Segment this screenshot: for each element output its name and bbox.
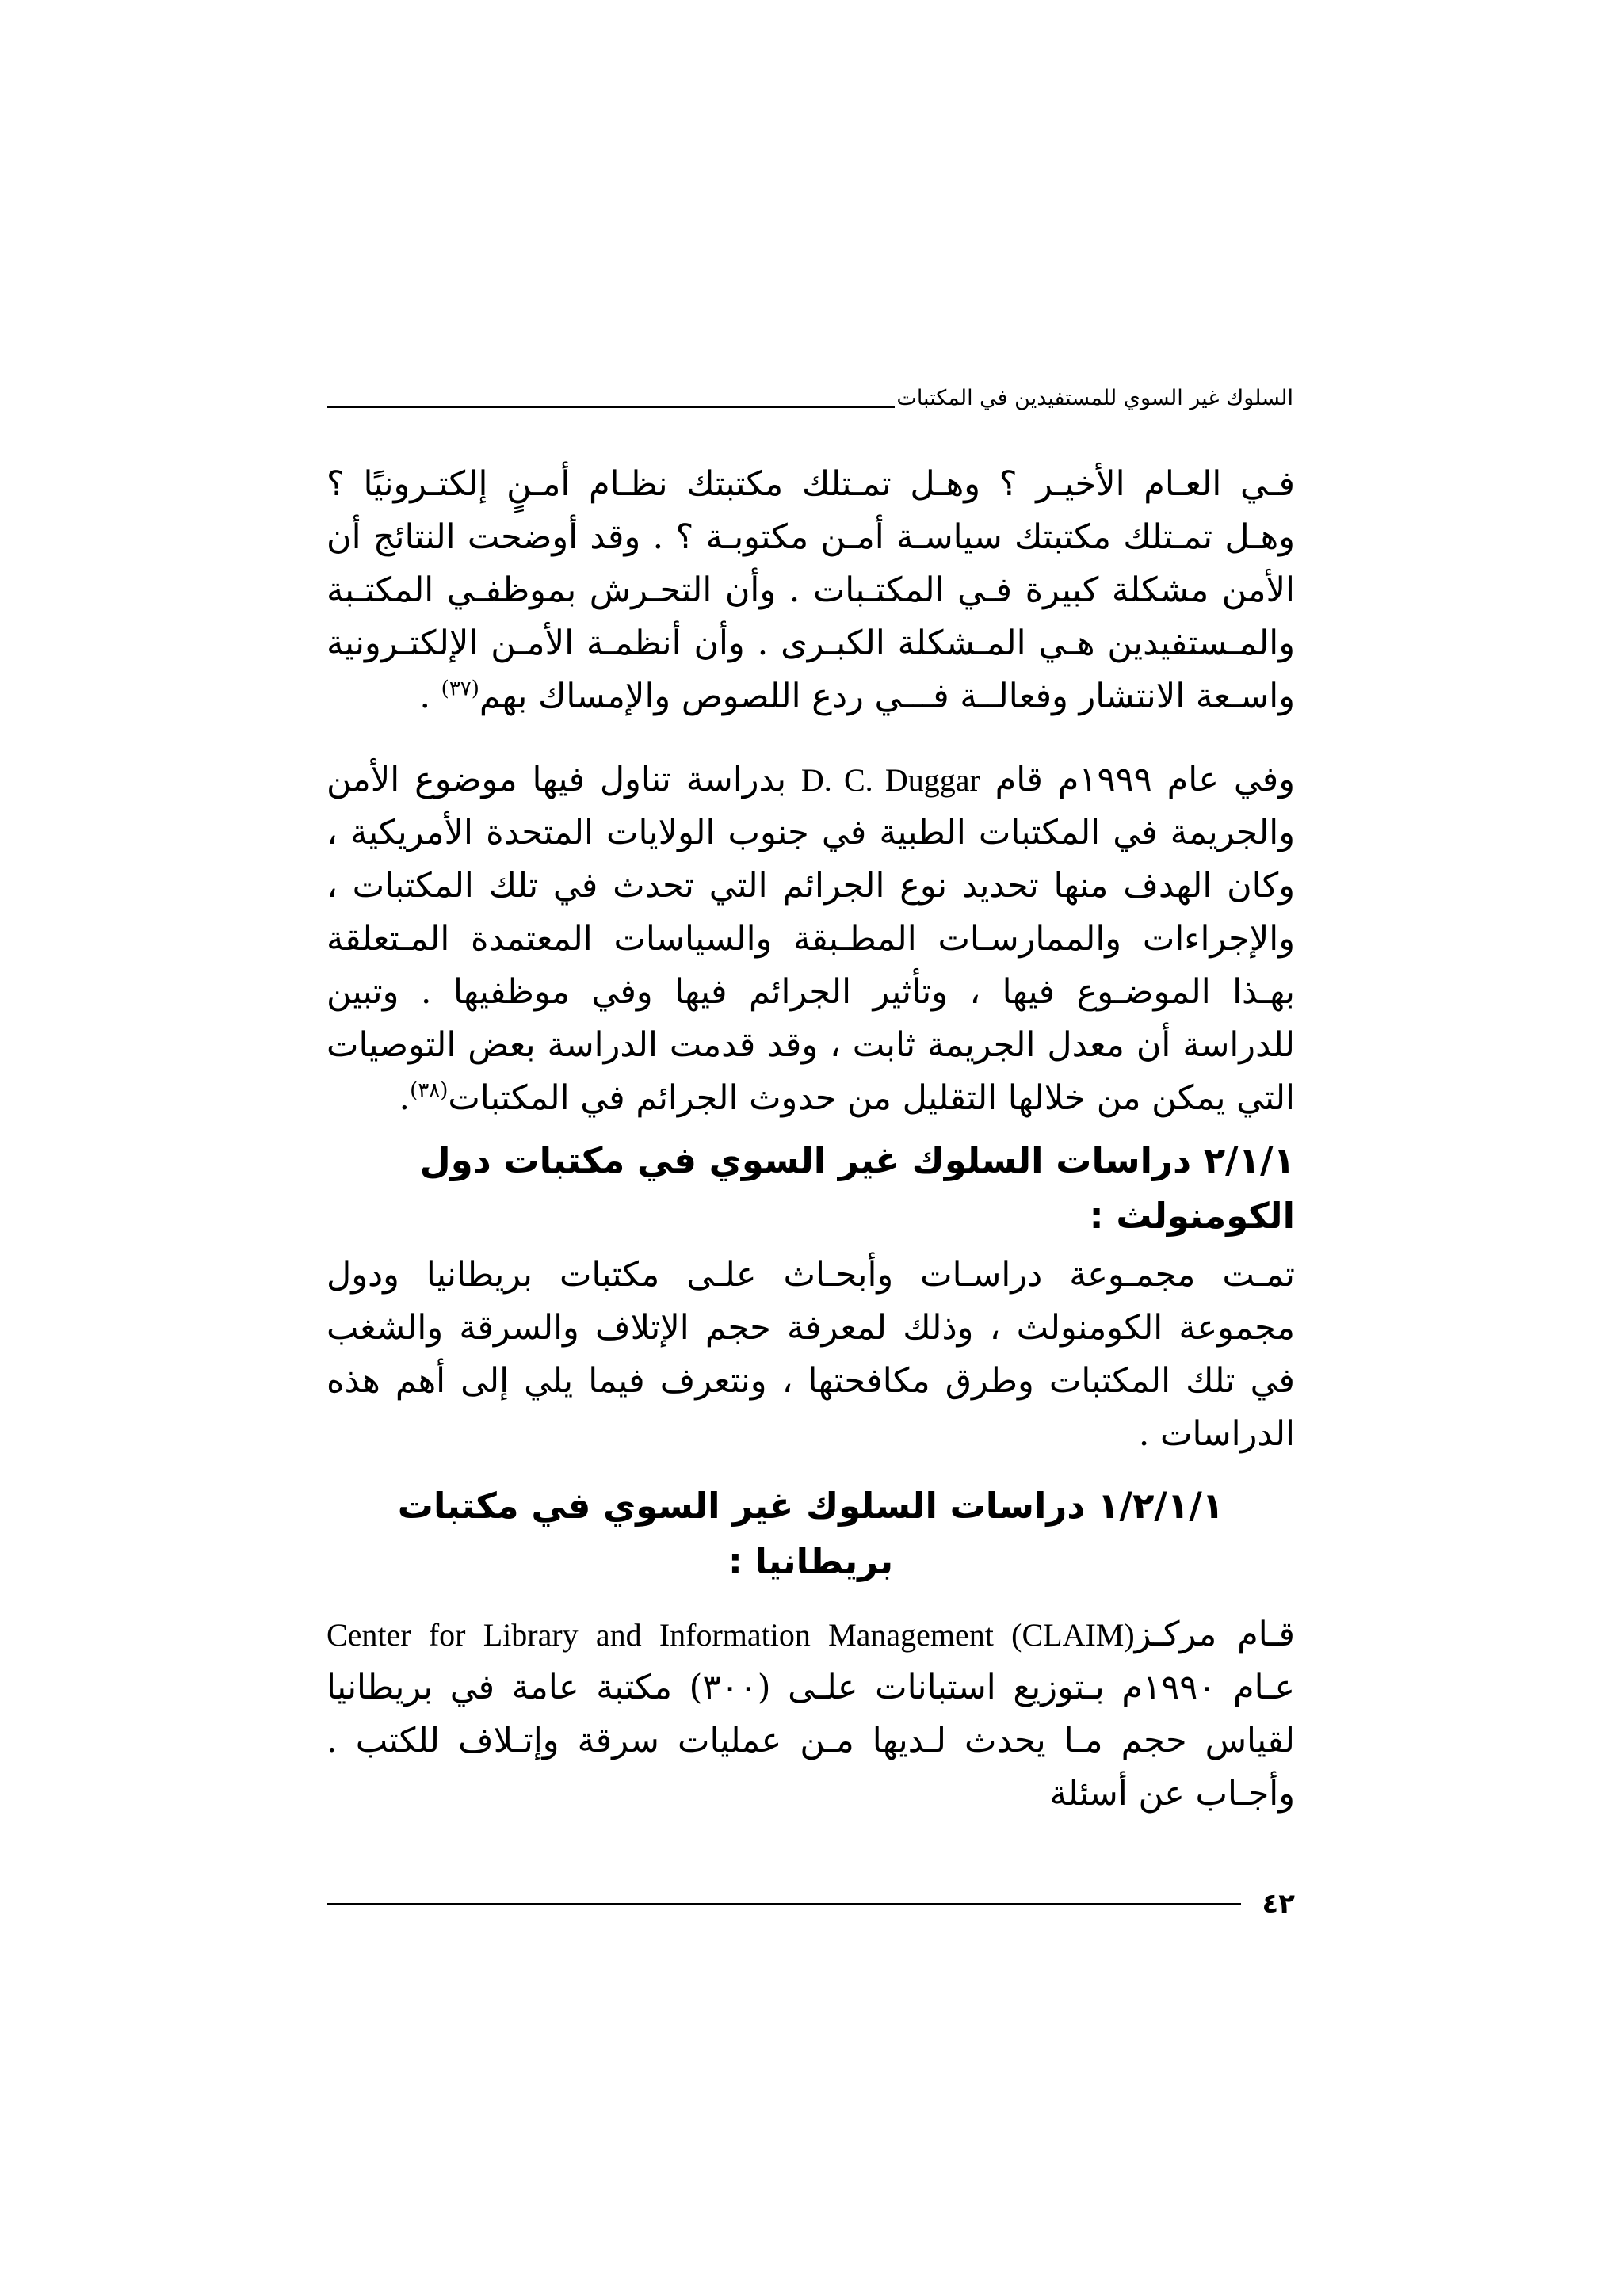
header-rule [327,406,895,408]
paragraph-4-text-b: عـام ١٩٩٠م بـتوزيع استبانات علـى (٣٠٠) مكتبة عامة في بريطانيا لقياس حجم مـا يحدث لـديها مـن عمليات سرقة وإتـلاف للكتب . وأجـاب عن أسئلة [327,1668,1296,1814]
footnote-ref-37: (٣٧) [441,677,479,701]
page-number: ٤٢ [1262,1888,1295,1920]
paragraph-1-text: فـي العـام الأخيـر ؟ وهـل تمـتلك مكتبتك نظـام أمـنٍ إلكتـرونيًا ؟ وهـل تمـتلك مكتبتك سياسـة أمـن مكتوبـة ؟ . وقد أوضحت النتائج أن الأمن مشكلة كبيرة فـي المكتـبات . وأن التحـرش بموظفـي المكتـبة والمـستفيدين هـي المـشكلة الكبـرى . وأن أنظمـة الأمـن الإلكتـرونية واسـعة الانتشار وفعالــة فـــي ردع اللصوص والإمساك بهم [327,464,1295,716]
section-heading-commonwealth: ٢/١/١ دراسات السلوك غير السوي في مكتبات دول الكومنولث : [419,1139,1295,1237]
paragraph-spacer [327,723,1295,753]
section-heading-britain: ١/٢/١/١ دراسات السلوك غير السوي في مكتبات بريطانيا : [397,1485,1224,1582]
footer-rule [327,1903,1241,1905]
body-text [327,458,1295,1821]
paragraph-2-text-a: وفي عام ١٩٩٩م قام [980,760,1295,799]
running-header [327,372,1293,412]
author-name: D. C. Duggar [800,762,980,798]
page-footer [327,1884,1295,1924]
footnote-ref-38: (٣٨) [410,1078,449,1103]
paragraph-4 [327,1608,1295,1821]
paragraph-3: تمـت مجمـوعة دراسـات وأبحـاث علـى مكتبات بريطانيا ودول مجموعة الكومنولث ، وذلك لمعرفة حجم الإتلاف والسرقة والشغب في تلك المكتبات وطرق مكافحتها ، ونتعرف فيما يلي إلى أهم هذه الدراسات . [327,1255,1295,1454]
paragraph-4-text-a: قـام مركـز [1134,1615,1295,1654]
running-header-title: السلوك غير السوي للمستفيدين في المكتبات [896,386,1293,410]
paragraph-2 [327,753,1295,1125]
paragraph-1-end: . [419,677,441,716]
paragraph-1 [327,458,1295,723]
organization-name: Center for Library and Information Management (CLAIM) [327,1617,1135,1653]
paragraph-2-text-b: بدراسة تناول فيها موضوع الأمن والجريمة في المكتبات الطبية في جنوب الولايات المتحدة الأمريكية ، وكان الهدف منها تحديد نوع الجرائم التي تحدث في تلك المكتبات ، والإجراءات والممارسـات المطـبقة والسياسات المعتمدة المـتعلقة بهـذا الموضـوع فيها ، وتأثير الجرائم فيها وفي موظفيها . وتبين للدراسة أن معدل الجريمة ثابت ، وقد قدمت الدراسة بعض التوصيات التي يمكن من خلالها التقليل من حدوث الجرائم في المكتبات [327,760,1296,1118]
paragraph-2-end: . [399,1078,411,1118]
